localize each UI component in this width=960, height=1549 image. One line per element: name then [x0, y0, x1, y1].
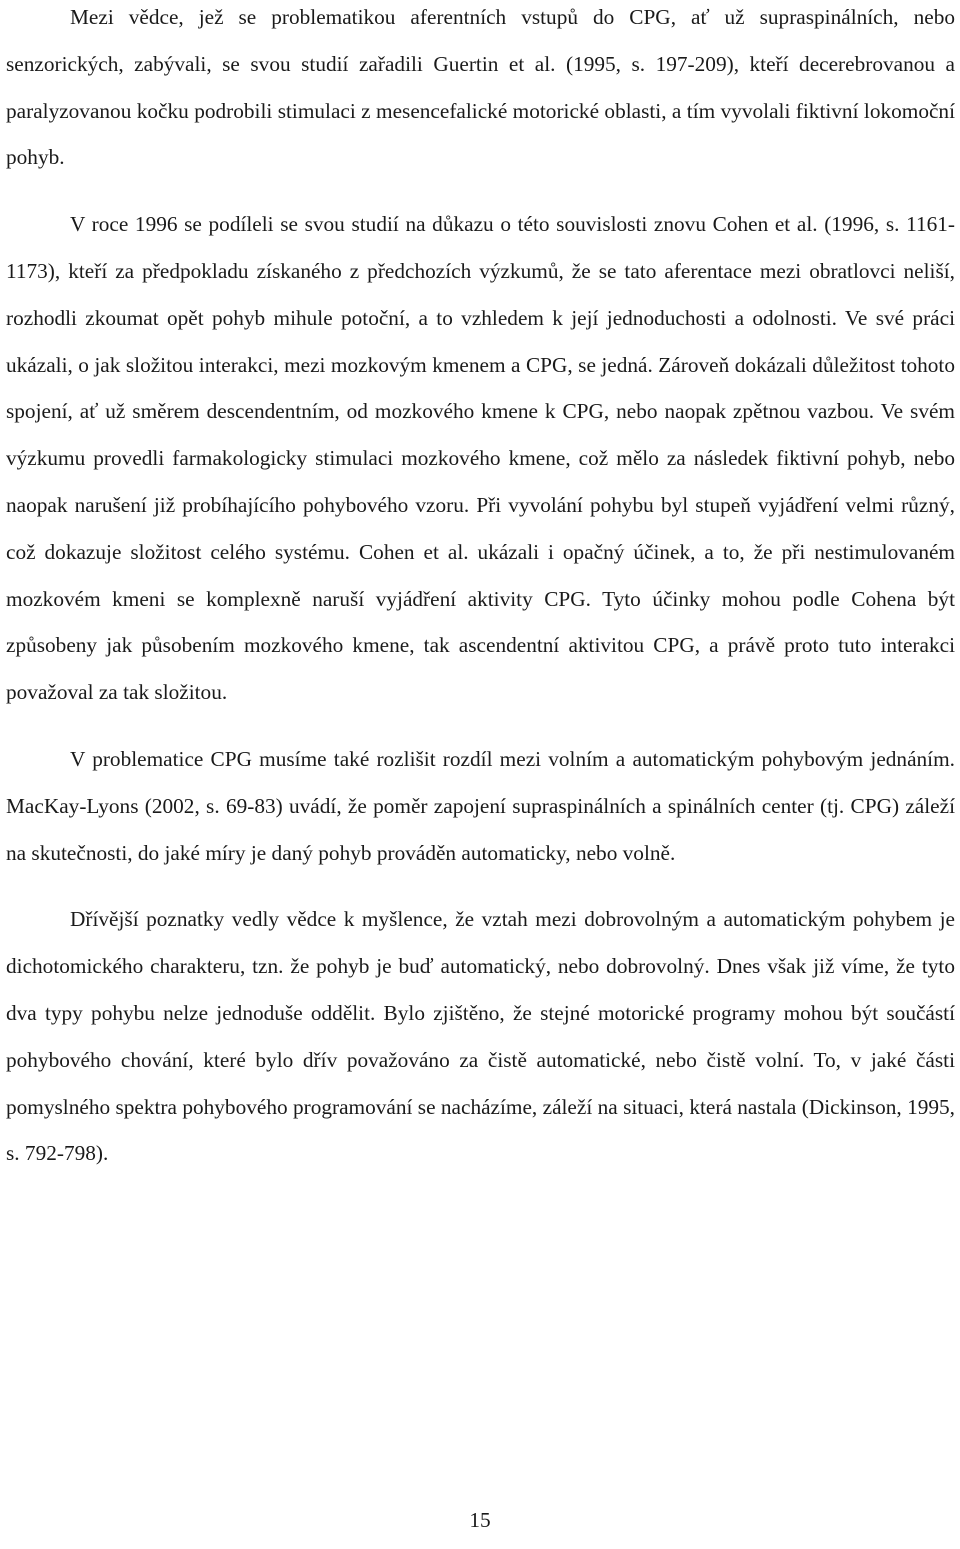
paragraph-cohen: V roce 1996 se podíleli se svou studií na důkazu o této souvislosti znovu Cohen et al. (1996, s. 1161-1173), kteří za předpokladu získaného z předchozích výzkumů, že se tato aferentace mezi obratlovci neliší, rozhodli zkoumat opět pohyb mihule potoční, a to vzhledem k její jednoduchosti a odolnosti. Ve své práci ukázali, o jak složitou interakci, mezi mozkovým kmenem a CPG, se jedná. Zároveň dokázali důležitost tohoto spojení, ať už směrem descendentním, od mozkového kmene k CPG, nebo naopak zpětnou vazbou. Ve svém výzkumu provedli farmakologicky stimulaci mozkového kmene, což mělo za následek fiktivní pohyb, nebo naopak narušení již probíhajícího pohybového vzoru. Při vyvolání pohybu byl stupeň vyjádření velmi různý, což dokazuje složitost celého systému. Cohen et al. ukázali i opačný účinek, a to, že při nestimulovaném mozkovém kmeni se komplexně naruší vyjádření aktivity CPG. Tyto účinky mohou podle Cohena být způsobeny jak působením mozkového kmene, tak ascendentní aktivitou CPG, a právě proto tuto interakci považoval za tak složitou. — [6, 212, 955, 705]
page-number: 15 — [469, 1508, 491, 1532]
paragraph-mackay-lyons: V problematice CPG musíme také rozlišit rozdíl mezi volním a automatickým pohybovým jednáním. MacKay-Lyons (2002, s. 69-83) uvádí, že poměr zapojení supraspinálních a spinálních center (tj. CPG) záleží na skutečnosti, do jaké míry je daný pohyb prováděn automaticky, nebo volně. — [6, 746, 955, 865]
paragraph-gap — [6, 181, 955, 201]
paragraph-dickinson: Dřívější poznatky vedly vědce k myšlence, že vztah mezi dobrovolným a automatickým pohybem je dichotomického charakteru, tzn. že pohyb je buď automatický, nebo dobrovolný. Dnes však již víme, že tyto dva typy pohybu nelze jednoduše oddělit. Bylo zjištěno, že stejné motorické programy mohou být součástí pohybového chování, které bylo dřív považováno za čistě automatické, nebo čistě volní. To, v jaké části pomyslného spektra pohybového programování se nacházíme, záleží na situaci, která nastala (Dickinson, 1995, s. 792-798). — [6, 907, 955, 1166]
paragraph-gap — [6, 716, 955, 736]
document-body — [6, 0, 955, 1177]
paragraph-guertin: Mezi vědce, jež se problematikou aferentních vstupů do CPG, ať už supraspinálních, nebo senzorických, zabývali, se svou studií zařadili Guertin et al. (1995, s. 197-209), kteří decerebrovanou a paralyzovanou kočku podrobili stimulaci z mesencefalické motorické oblasti, a tím vyvolali fiktivní lokomoční pohyb. — [6, 5, 955, 170]
paragraph-gap — [6, 876, 955, 896]
